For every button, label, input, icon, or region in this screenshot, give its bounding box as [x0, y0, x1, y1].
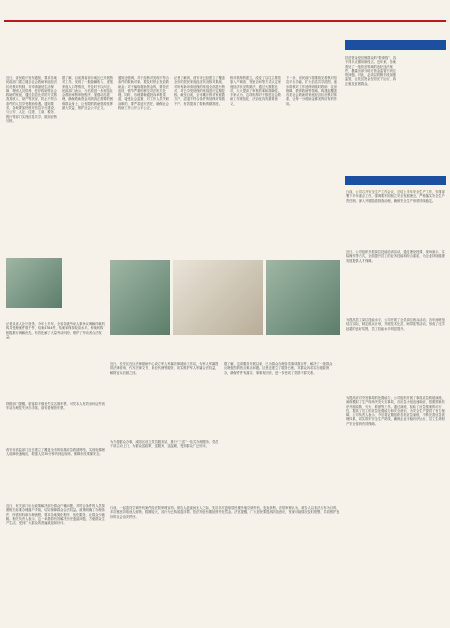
side-header-bar	[345, 40, 446, 50]
mid-article3: 据了解，这项服务开展以来，已为群众办理各类事项数百件，解决了一批群众反映强烈的热点难点问题。区里还建立了服务台账，对群众诉求实行跟踪督办，确保件件有落实、事事有回音，进一步密切了党群干群关系。	[224, 362, 333, 375]
main-article-col2: 据了解，目前我省部分地区已开展核对工作，发现了一批隐瞒收入、虚报家庭人口等情况，并及时予以纠正。民政部门表示，今后将进一步规范社会救助审核审批程序，加强动态管理，确保救助资金用到真正需要的困难群众身上，让有限的救助资源发挥最大效益，维护社会公平正义。	[62, 76, 113, 111]
mid-article1: 近日，长安区在区法律援助中心设立军人军属法律援助工作站，为军人军属提供法律咨询、代写法律文书、诉讼代理等服务，切实维护军人军属合法权益，解除官兵后顾之忧。	[110, 362, 219, 375]
main-article-col5: 核对机制的建立，改变了以往主要依靠入户调查、邻里访问等方式认定家庭经济状况的做法，通过大数据比对，大大提高了审核效率和准确性。专家认为，这项机制对于推进社会救助工作规范化、法治化具有重要意义。	[230, 76, 281, 106]
mid-article2: 为方便群众办事，咸阳区设立党员服务站，推行“三送”一站式办理服务，党员干部主动上门，为群众送政策、送服务、送温暖，受到群众广泛好评。	[110, 440, 219, 449]
right-article2: 近日，公司组织开展岗位技能培训活动，通过理论授课、现场演示、实际操作等方式，全面提升员工的业务技能和综合素质，为企业持续健康发展提供人才保障。	[346, 250, 445, 263]
tai-chi-photo-3	[266, 260, 340, 335]
right-article3: 为提高员工岗位技能水平，公司开展了全员岗位练兵活动，各车间班组结合实际，制定练兵计划，开展技术比武、师带徒等活动，形成了比学赶超的良好氛围，员工技能水平明显提升。	[346, 318, 445, 331]
left-article2: 铁路部门提醒，旅客如不慎丢失实名制车票，可凭本人有效身份证件到车站办理挂失补办手续，请妥善保管车票。	[6, 402, 105, 411]
right-section-bar	[345, 176, 446, 185]
left-photo	[6, 258, 62, 308]
masthead-rule	[4, 20, 446, 22]
left-article3: 西安市质监部门近日建立了覆盖全市的电梯应急救援网络，实现电梯困人故障快速响应，救援人员30分钟内到达现场，保障市民乘梯安全。	[6, 448, 105, 457]
tai-chi-photo-1	[110, 260, 170, 335]
main-article-col3: 通知还强调，对于经核对发现不符合条件的救助对象，要及时停止发放救助金；对于骗取救助资金的，要依法追回，情节严重的移交司法机关处理。同时，各地要畅通投诉举报渠道，接受社会监督，对工作人员失职渎职的，要严肃追究责任，确保社会救助工作公开公平公正。	[118, 76, 169, 111]
right-article4: 为提高应对突发事故的处置能力，公司组织开展了事故应急救援演练。演练模拟了生产现场突发火灾事故，各应急小组迅速响应，按照预案有序开展疏散、灭火、救援等工作。通过演练，检验了应急预案的可行性，提高了员工的应急处置能力和安全意识，为安全生产提供了有力保障。公司负责人表示，今后将定期组织各类应急演练，不断完善应急管理体系，切实筑牢安全生产防线，确保企业平稳有序运行，员工生命财产安全得到有效保障。	[346, 396, 445, 426]
right-article1: 日前，公司召开安全生产工作会议，总结上半年安全生产工作，安排部署下半年重点工作，强调要牢固树立安全发展理念，严格落实安全生产责任制，深入开展隐患排查治理，确保安全生产形势持续稳定。	[346, 190, 445, 203]
left-article4: 近日，有关部门出台政策解决部分群众户籍问题，对符合条件的人员按照相关标准办理落户手续，切实保障群众合法权益。政策明确了办理条件、所需材料和办理流程，要求各地简化程序、优化服务，让群众少跑腿。相关负责人表示，这一举措将有效解决历史遗留问题，方便群众生产生活，受到广大群众的普遍欢迎和好评。	[6, 504, 105, 526]
tai-chi-photo-2	[173, 260, 263, 335]
left-article1: 记者从省人社厅获悉，今年上半年，全省各级劳动人事争议调解仲裁机构共受理案件数千件，结案4784件，结案率保持较高水平。仲裁机构积极推行调解优先，有效化解了大量劳动纠纷，维护了劳动者合法权益。	[6, 322, 105, 339]
side-article: 扶贫资金是贫困群众的“救命钱”，容不得半点挪用和侵占。近年来，各地查处了一批扶贫领域的违纪违法案件，暴露出部分地方资金监管不到位的问题。对此，必须以铁腕手段加强监管，让扶贫资金在阳光下运行，真正惠及贫困群众。	[345, 56, 397, 86]
mid-article4: 日前，一起盗窃空调外机案件经法院审理宣判。被告人趁夜间无人之际，先后多次盗取居民楼外墙空调外机，变卖获利。法院审理认为，被告人以非法占有为目的，多次秘密窃取他人财物，数额较大，其行为已构成盗窃罪，依法判处有期徒刑并处罚金。法官提醒，广大居民要提高防范意识，发现可疑情况及时报警，共同维护良好的社会治安秩序。	[110, 506, 340, 519]
main-article-col4: 记者了解到，西安市已经建立了覆盖全市的居民家庭经济状况核对系统，对所有新申请低保的家庭全部进行核对，对已享受低保的家庭进行定期复核。截至目前，全市累计核对家庭数万户，清退不符合条件的低保对象数千户，有效提高了救助的精准度。	[174, 76, 225, 106]
photo-caption	[110, 337, 340, 347]
main-article-col1: 近日，省民政厅发布通知，要求各地民政部门建立健全社会救助家庭经济状况核对机制，对申请最低生活保障、特困人员供养、医疗救助等社会救助的家庭，通过信息比对的方式核查其收入、财产等状况，防止不符合条件的人员享受救助待遇。通知要求，各地要加快核对信息平台建设，与公安、人社、住建、工商、税务、银行等部门实现信息共享，做到应核尽核。	[6, 76, 57, 123]
main-article-col6: 下一步，省民政厅将继续完善核对信息平台功能，扩大信息共享范围，逐步将核对工作延伸到临时救助、住房保障、教育救助等领域，构建起覆盖各类社会救助的家庭经济状况核对体系，让每一分救助金都发挥应有的作用。	[286, 76, 337, 106]
